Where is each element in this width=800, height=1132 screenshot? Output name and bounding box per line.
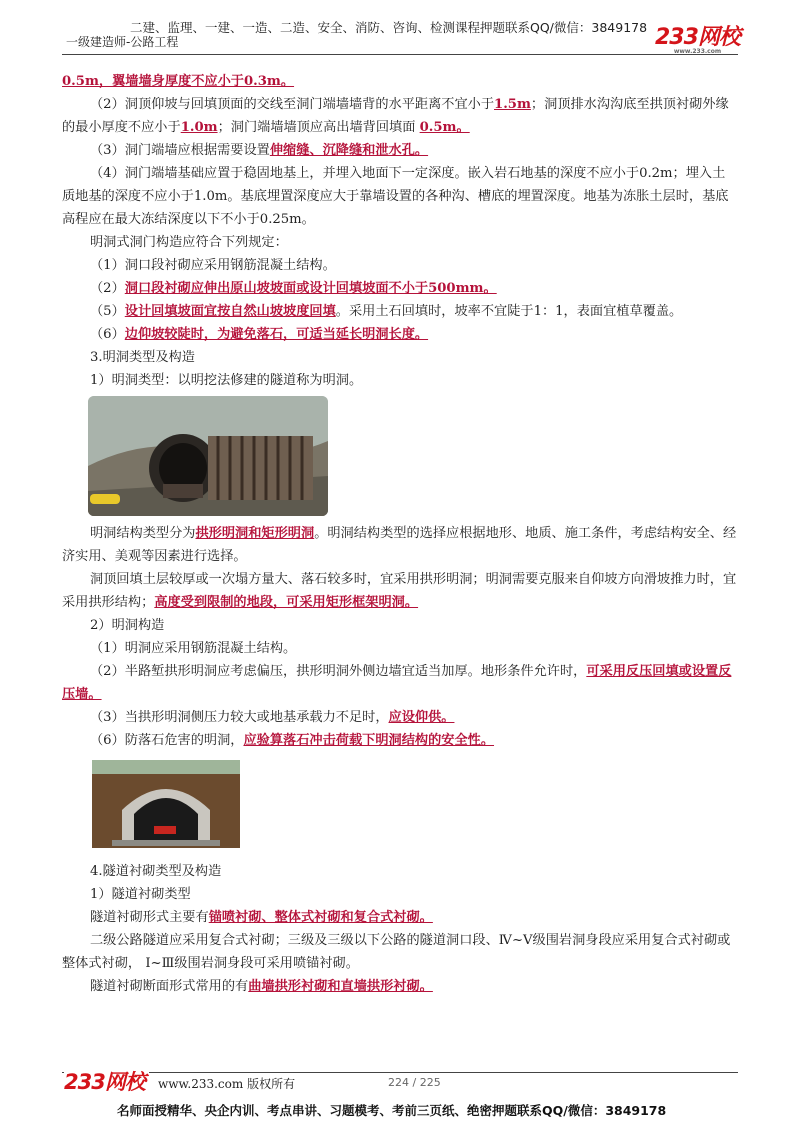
section-heading: 4.隧道衬砌类型及构造 — [90, 864, 222, 879]
header-contact-line: 二建、监理、一建、一造、二造、安全、消防、咨询、检测课程押题联系QQ/微信：3849178 — [130, 20, 648, 35]
footer-copyright: www.233.com 版权所有 — [158, 1077, 296, 1091]
paragraph: （5）设计回填坡面宜按自然山坡坡度回填。采用土石回填时，坡率不宜陡于1：1，表面宜植草覆盖。 — [90, 304, 683, 319]
page-number: 224 / 225 — [388, 1076, 441, 1089]
header-logo-url: www.233.com — [673, 48, 722, 55]
open-cut-tunnel-photo — [88, 396, 328, 516]
paragraph: 隧道衬砌断面形式常用的有曲墙拱形衬砌和直墙拱形衬砌。 — [90, 979, 433, 994]
paragraph: （6）防落石危害的明洞，应验算落石冲击荷载下明洞结构的安全性。 — [90, 733, 495, 748]
header-logo-text: 233网校 — [655, 25, 740, 50]
paragraph: （1）洞口段衬砌应采用钢筋混凝土结构。 — [90, 258, 336, 273]
paragraph: 1）明洞类型：以明挖法修建的隧道称为明洞。 — [90, 373, 363, 388]
footer-contact-line: 名师面授精华、央企内训、考点串讲、习题模考、考前三页纸、绝密押题联系QQ/微信：3849178 — [117, 1103, 667, 1118]
paragraph: 0.5m，翼墙墙身厚度不应小于0.3m。 — [62, 74, 295, 89]
header-divider — [62, 54, 738, 55]
paragraph: 明洞式洞门构造应符合下列规定： — [90, 235, 288, 250]
paragraph: （2）洞口段衬砌应伸出原山坡坡面或设计回填坡面不小于500mm。 — [90, 281, 497, 296]
page-header — [0, 0, 800, 60]
paragraph: （1）明洞应采用钢筋混凝土结构。 — [90, 641, 297, 656]
paragraph: （3）洞门端墙应根据需要设置伸缩缝、沉降缝和泄水孔。 — [90, 143, 429, 158]
header-subject: 一级建造师-公路工程 — [66, 35, 179, 49]
paragraph: （2）半路堑拱形明洞应考虑偏压，拱形明洞外侧边墙宜适当加厚。地形条件允许时，可采用反压回填或设置反压墙。 — [62, 664, 732, 702]
arch-tunnel-illustration — [92, 760, 240, 848]
footer-logo: 233网校 — [64, 1066, 149, 1096]
section-heading: 3.明洞类型及构造 — [90, 350, 195, 365]
paragraph: （2）洞顶仰坡与回填顶面的交线至洞门端墙墙背的水平距离不宜小于1.5m；洞顶排水沟沟底至拱顶衬砌外缘的最小厚度不应小于1.0m；洞门端墙墙顶应高出墙背回填面 0.5m。 — [62, 97, 729, 135]
footer-divider — [62, 1072, 738, 1073]
paragraph: 明洞结构类型分为拱形明洞和矩形明洞。明洞结构类型的选择应根据地形、地质、施工条件，考虑结构安全、经济实用、美观等因素进行选择。 — [62, 526, 737, 564]
paragraph: 隧道衬砌形式主要有锚喷衬砌、整体式衬砌和复合式衬砌。 — [90, 910, 433, 925]
open-cut-tunnel-illustration — [88, 396, 328, 516]
section-heading: 2）明洞构造 — [90, 618, 165, 633]
section-heading: 1）隧道衬砌类型 — [90, 887, 191, 902]
paragraph: 二级公路隧道应采用复合式衬砌；三级及三级以下公路的隧道洞口段、Ⅳ~Ⅴ级围岩洞身段应采用复合式衬砌或整体式衬砌， Ⅰ~Ⅲ级围岩洞身段可采用喷锚衬砌。 — [62, 933, 731, 971]
paragraph: （3）当拱形明洞侧压力较大或地基承载力不足时，应设仰供。 — [90, 710, 455, 725]
header-logo — [655, 20, 740, 55]
arch-open-cut-tunnel-diagram — [92, 760, 240, 848]
paragraph: 洞顶回填土层较厚或一次塌方量大、落石较多时，宜采用拱形明洞；明洞需要克服来自仰坡方向滑坡推力时，宜采用拱形结构；高度受到限制的地段，可采用矩形框架明洞。 — [62, 572, 737, 610]
paragraph: （4）洞门端墙基础应置于稳固地基上，并埋入地面下一定深度。嵌入岩石地基的深度不应小于0.2m；埋入土质地基的深度不应小于1.0m。基底埋置深度应大于靠墙设置的各种沟、槽底的埋置深度。地基为冻胀土层时，基底高程应在最大冻结深度以下不小于0.25m。 — [62, 166, 729, 227]
page-content — [62, 70, 738, 998]
paragraph: （6）边仰坡较陡时，为避免落石，可适当延长明洞长度。 — [90, 327, 429, 342]
